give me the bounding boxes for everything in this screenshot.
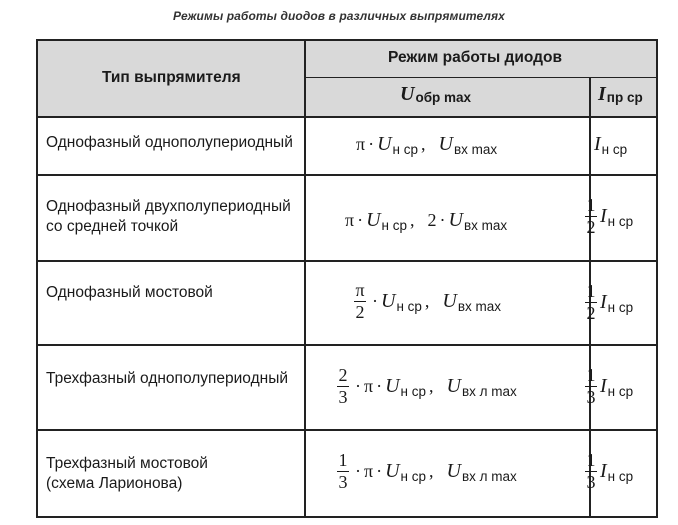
row-5-u: $\frac{1}{3}$ · π · U н ср , U вх л max [338, 450, 517, 492]
row-2-u: π · U н ср , 2 · U вх max [345, 209, 508, 233]
u-sub: обр max [415, 90, 472, 105]
divider-h-row2 [38, 260, 656, 262]
row-3-label: Однофазный мостовой [46, 284, 213, 301]
divider-h-header [38, 116, 656, 118]
header-mode: Режим работы диодов [388, 49, 563, 66]
row-1-i: I н ср [594, 133, 628, 157]
i-sub: пр ср [606, 90, 643, 105]
i-letter: I [598, 83, 606, 105]
row-5-i: $\frac{1}{3}$ I н ср [586, 450, 634, 492]
row-3-u: $\frac{\pi}{2}$ · U н ср , U вх max [355, 280, 502, 322]
table-caption: Режимы работы диодов в различных выпрямителях [173, 9, 505, 23]
header-i-pr [598, 83, 643, 106]
header-u-obr [400, 83, 471, 106]
u-letter: U [400, 83, 415, 105]
divider-h-row1 [38, 174, 656, 176]
row-5-label: Трехфазный мостовой (схема Ларионова) [46, 455, 208, 492]
row-4-u: $\frac{2}{3}$ · π · U н ср , U вх л max [338, 365, 517, 407]
row-3-i: $\frac{1}{2}$ I н ср [586, 281, 634, 323]
divider-h-row3 [38, 344, 656, 346]
header-type: Тип выпрямителя [102, 69, 241, 86]
row-2-label: Однофазный двухполупериодный со средней точкой [46, 198, 291, 235]
rectifier-table [36, 39, 658, 518]
divider-v1 [304, 41, 306, 516]
row-2-i: $\frac{1}{2}$ I н ср [586, 195, 634, 237]
divider-h-sub [305, 77, 656, 78]
divider-h-row4 [38, 429, 656, 431]
row-4-label: Трехфазный однополупериодный [46, 370, 288, 387]
row-4-i: $\frac{1}{3}$ I н ср [586, 365, 634, 407]
row-1-u: π · U н ср , U вх max [356, 133, 498, 157]
row-1-label: Однофазный однополупериодный [46, 134, 293, 151]
